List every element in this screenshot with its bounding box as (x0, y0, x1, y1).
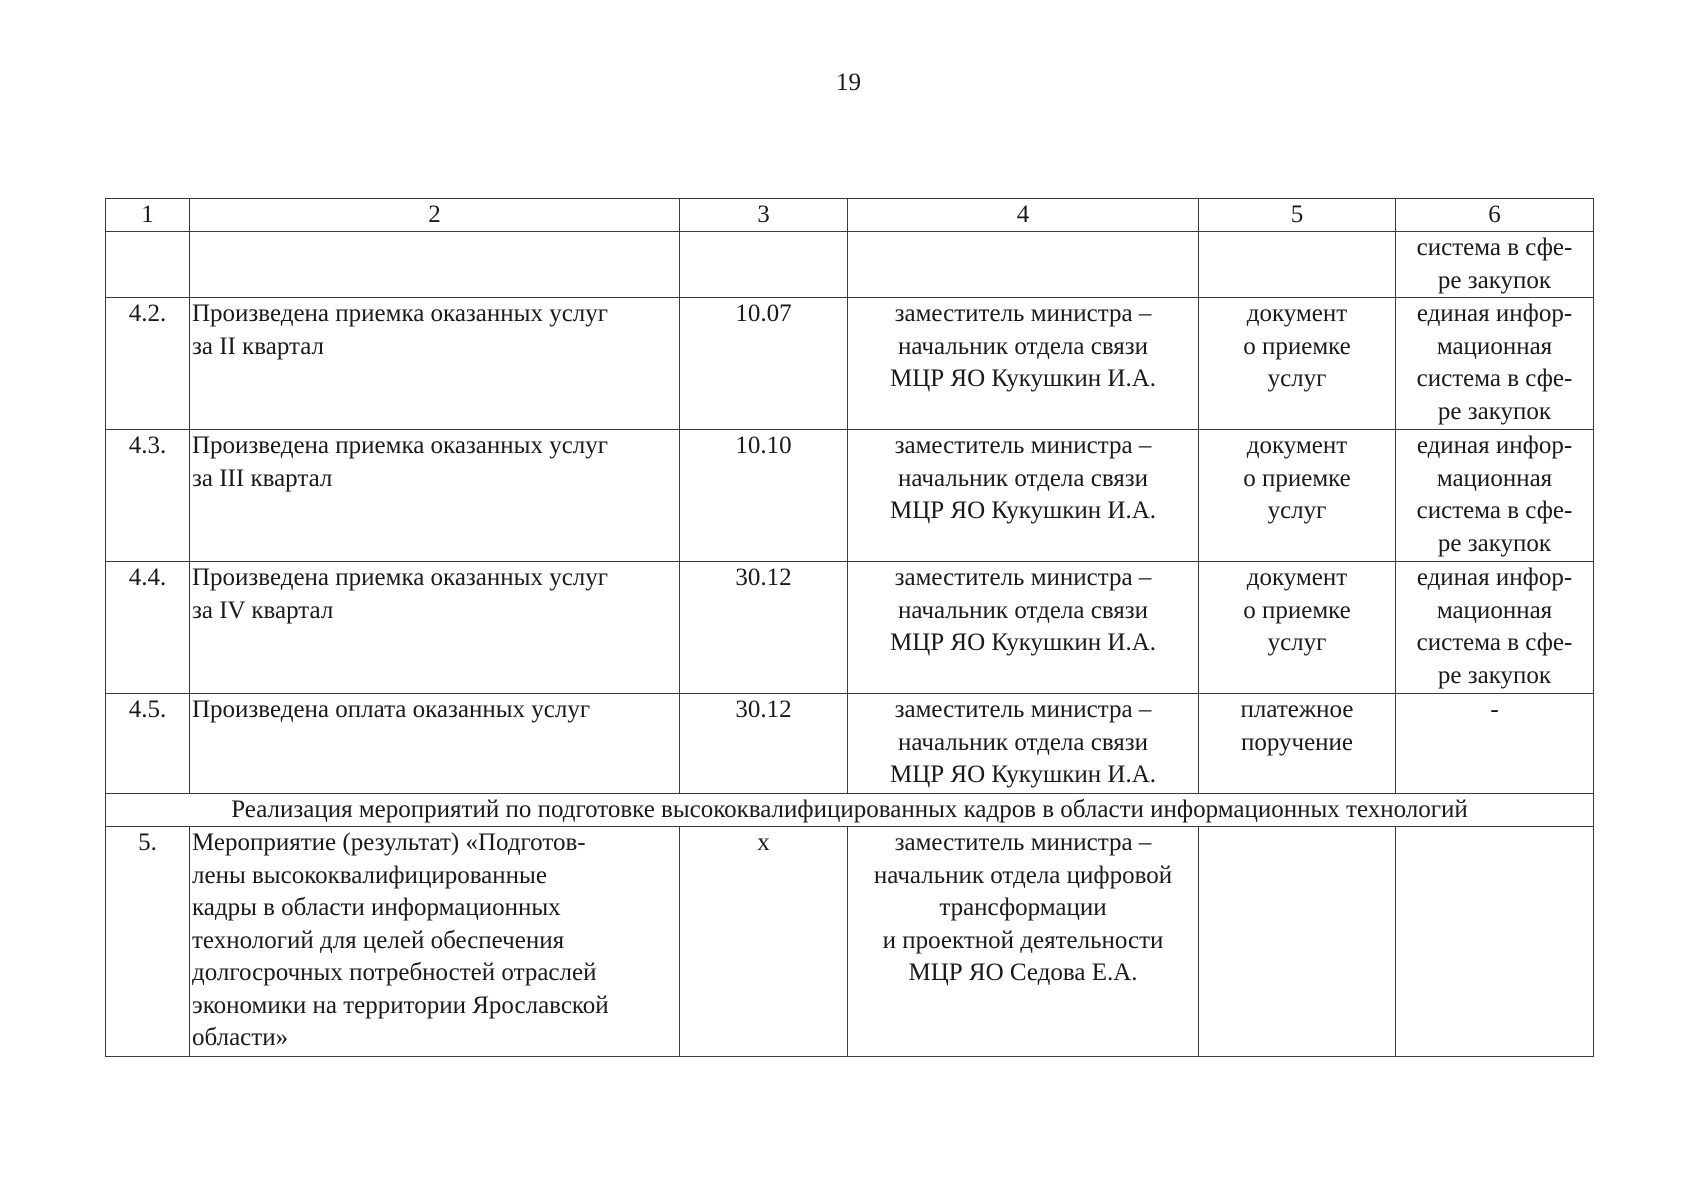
table-row (106, 827, 1594, 1057)
row-description: Произведена приемка оказанных услуг за II квартал (190, 298, 680, 430)
table-row (106, 430, 1594, 562)
page-number: 19 (836, 69, 861, 96)
row-description: Произведена приемка оказанных услуг за III квартал (190, 430, 680, 562)
row-number: 4.5. (106, 694, 190, 794)
row-date: х (680, 827, 848, 1057)
row-responsible: заместитель министра – начальник отдела цифровой трансформации и проектной деятельности МЦР ЯО Седова Е.А. (848, 827, 1199, 1057)
row-description: Произведена оплата оказанных услуг (190, 694, 680, 794)
row-document: документ о приемке услуг (1199, 298, 1396, 430)
row-system: - (1396, 694, 1594, 794)
row-responsible: заместитель министра – начальник отдела связи МЦР ЯО Кукушкин И.А. (848, 430, 1199, 562)
row-document: платежное поручение (1199, 694, 1396, 794)
header-cell-1: 1 (106, 199, 190, 232)
row-document: документ о приемке услуг (1199, 562, 1396, 694)
row-number: 5. (106, 827, 190, 1057)
header-cell-3: 3 (680, 199, 848, 232)
row-description: Мероприятие (результат) «Подготов- лены высококвалифицированные кадры в области информационных технологий для целей обеспечения долгосрочных потребностей отраслей экономики на территории Ярославской области» (190, 827, 680, 1057)
row-date: 10.10 (680, 430, 848, 562)
continuation-system-cell: система в сфе- ре закупок (1396, 232, 1594, 298)
row-responsible: заместитель министра – начальник отдела связи МЦР ЯО Кукушкин И.А. (848, 298, 1199, 430)
plan-table (105, 198, 1594, 1057)
header-cell-2: 2 (190, 199, 680, 232)
row-responsible: заместитель министра – начальник отдела связи МЦР ЯО Кукушкин И.А. (848, 562, 1199, 694)
row-date: 10.07 (680, 298, 848, 430)
table-row (106, 298, 1594, 430)
header-cell-6: 6 (1396, 199, 1594, 232)
section-row (106, 794, 1594, 827)
row-system: единая инфор- мационная система в сфе- ре закупок (1396, 298, 1594, 430)
row-system (1396, 827, 1594, 1057)
table-row (106, 562, 1594, 694)
row-number: 4.4. (106, 562, 190, 694)
row-date: 30.12 (680, 562, 848, 694)
row-number: 4.3. (106, 430, 190, 562)
table-row (106, 694, 1594, 794)
table-header-row (106, 199, 1594, 232)
row-system: единая инфор- мационная система в сфе- ре закупок (1396, 562, 1594, 694)
section-title: Реализация мероприятий по подготовке высококвалифицированных кадров в области информационных технологий (106, 794, 1594, 827)
row-number: 4.2. (106, 298, 190, 430)
header-cell-4: 4 (848, 199, 1199, 232)
row-responsible: заместитель министра – начальник отдела связи МЦР ЯО Кукушкин И.А. (848, 694, 1199, 794)
continuation-row (106, 232, 1594, 298)
header-cell-5: 5 (1199, 199, 1396, 232)
row-date: 30.12 (680, 694, 848, 794)
row-document (1199, 827, 1396, 1057)
row-description: Произведена приемка оказанных услуг за IV квартал (190, 562, 680, 694)
row-document: документ о приемке услуг (1199, 430, 1396, 562)
row-system: единая инфор- мационная система в сфе- ре закупок (1396, 430, 1594, 562)
